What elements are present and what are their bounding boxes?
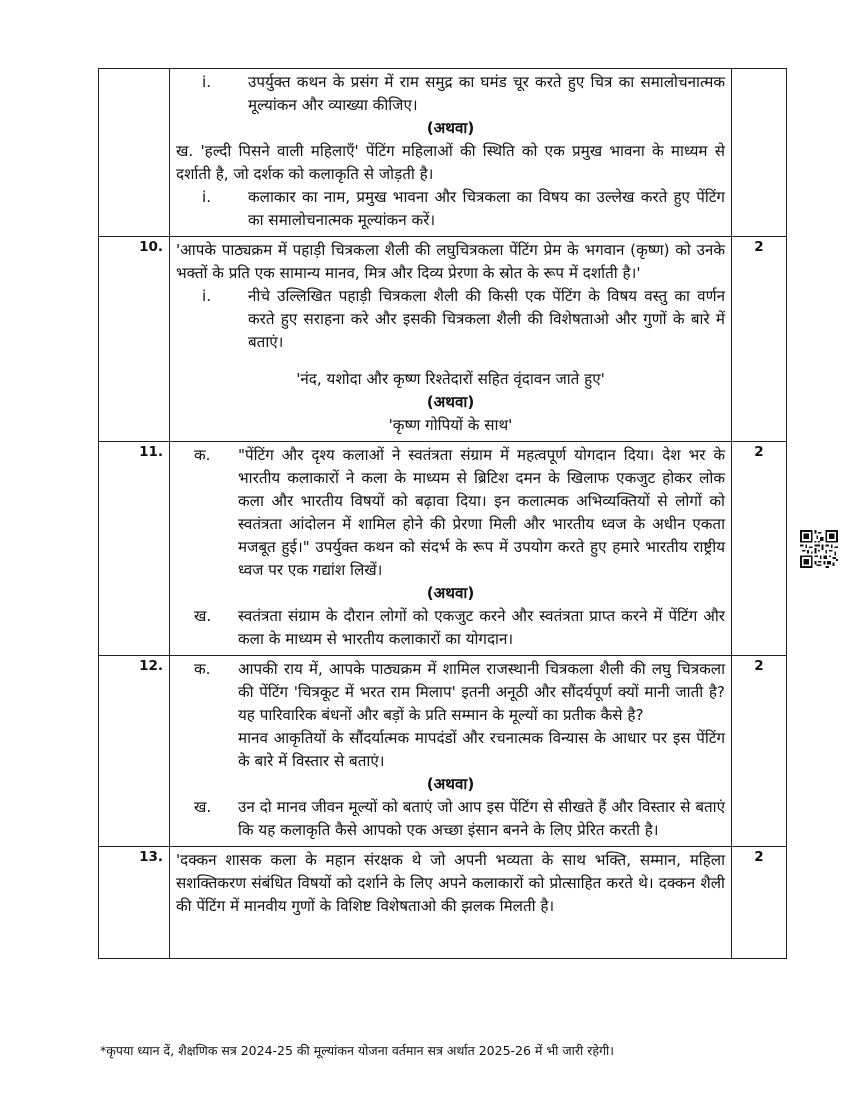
sub-question — [176, 796, 725, 842]
question-number: 11. — [99, 442, 170, 656]
sub-question — [176, 658, 725, 773]
or-separator: (अथवा) — [426, 119, 475, 137]
sub-question — [176, 444, 725, 582]
sub-question-label: i. — [202, 188, 212, 206]
sub-question-label: i. — [202, 287, 212, 305]
marks-value: 2 — [732, 847, 787, 959]
or-separator: (अथवा) — [426, 393, 475, 411]
sub-question-text: "पेंटिंग और दृश्य कलाओं ने स्वतंत्रता संग्राम में महत्वपूर्ण योगदान दिया। देश भर के भारतीय कलाकारों ने कला के माध्यम से ब्रिटिश दमन के खिलाफ एकजुट होकर लोक कला और भारतीय विषयों को बढ़ावा दिया। इन कलात्मक अभिव्यक्तियों से लोगों को स्वतंत्रता आंदोलन में शामिल होने की प्रेरणा मिली और भारतीय ध्वज के अधीन एकता मजबूत हुई।" उपर्युक्त कथन को संदर्भ के रूप में उपयोग करते हुए हमारे भारतीय राष्ट्रीय ध्वज पर एक गद्यांश लिखें। — [238, 446, 725, 579]
qr-code — [800, 530, 838, 568]
sub-question — [176, 186, 725, 232]
question-body-cell — [170, 847, 732, 959]
sub-question-text: स्वतंत्रता संग्राम के दौरान लोगों को एकजुट करने और स्वतंत्रता प्राप्त करने में पेंटिंग और कला के माध्यम से भारतीय कलाकारों का योगदान। — [238, 607, 725, 648]
marks-cell — [732, 69, 787, 237]
sub-question-label: क. — [194, 660, 211, 678]
painting-title: 'नंद, यशोदा और कृष्ण रिश्तेदारों सहित वृंदावन जाते हुए' — [296, 370, 605, 388]
table-row — [99, 237, 787, 442]
table-row — [99, 442, 787, 656]
marks-value: 2 — [732, 442, 787, 656]
sub-question-label: i. — [202, 73, 212, 91]
sub-question-text: उपर्युक्त कथन के प्रसंग में राम समुद्र का घमंड चूर करते हुए चित्र का समालोचनात्मक मूल्यांकन और व्याख्या कीजिए। — [248, 73, 725, 114]
question-body-cell — [170, 656, 732, 847]
question-option-text: ख. 'हल्दी पिसने वाली महिलाएँ' पेंटिंग महिलाओं की स्थिति को एक प्रमुख भावना के माध्यम से दर्शाती है, जो दर्शक को कलाकृति से जोड़ती है। — [176, 142, 725, 183]
question-body-cell — [170, 69, 732, 237]
question-number: 13. — [99, 847, 170, 959]
question-body-cell — [170, 237, 732, 442]
sub-question-label: क. — [194, 446, 211, 464]
question-statement: 'आपके पाठ्यक्रम में पहाड़ी चित्रकला शैली की लघुचित्रकला पेंटिंग प्रेम के भगवान (कृष्ण) को उनके भक्तों के प्रति एक सामान्य मानव, मित्र और दिव्य प्रेरणा के स्रोत के रूप में दर्शाती है।' — [176, 241, 725, 282]
sub-question — [176, 605, 725, 651]
table-row — [99, 656, 787, 847]
sub-question-text: नीचे उल्लिखित पहाड़ी चित्रकला शैली की किसी एक पेंटिंग के विषय वस्तु का वर्णन करते हुए सराहना करे और इसकी चित्रकला शैली की विशेषताओ और गुणों के बारे में बताएं। — [248, 287, 725, 351]
sub-question-label: ख. — [194, 607, 212, 625]
table-row — [99, 847, 787, 959]
question-number: 10. — [99, 237, 170, 442]
footnote: *कृपया ध्यान दें, शैक्षणिक सत्र 2024-25 की मूल्यांकन योजना वर्तमान सत्र अर्थात 2025-26 में भी जारी रहेगी। — [100, 1043, 614, 1058]
question-body-cell — [170, 442, 732, 656]
or-separator: (अथवा) — [426, 775, 475, 793]
question-number-cell — [99, 69, 170, 237]
question-table-container — [98, 68, 787, 959]
sub-question-text: उन दो मानव जीवन मूल्यों को बताएं जो आप इस पेंटिंग से सीखते हैं और विस्तार से बताएं कि यह कलाकृति कैसे आपको एक अच्छा इंसान बनने के लिए प्रेरित करती है। — [238, 798, 725, 839]
sub-question-text: आपकी राय में, आपके पाठ्यक्रम में शामिल राजस्थानी चित्रकला शैली की लघु चित्रकला की पेंटिंग 'चित्रकूट में भरत राम मिलाप' इतनी अनूठी और सौंदर्यपूर्ण क्यों मानी जाती है? यह पारिवारिक बंधनों और बड़ों के प्रति सम्मान के मूल्यों का प्रतीक कैसे है? — [238, 660, 725, 724]
question-table — [98, 68, 787, 959]
table-row — [99, 69, 787, 237]
question-number: 12. — [99, 656, 170, 847]
sub-question-text: कलाकार का नाम, प्रमुख भावना और चित्रकला का विषय का उल्लेख करते हुए पेंटिंग का समालोचनात्मक मूल्यांकन करें। — [248, 188, 725, 229]
marks-value: 2 — [732, 237, 787, 442]
or-separator: (अथवा) — [426, 584, 475, 602]
painting-title: 'कृष्ण गोपियों के साथ' — [388, 416, 513, 434]
sub-question — [176, 71, 725, 117]
question-statement: 'दक्कन शासक कला के महान संरक्षक थे जो अपनी भव्यता के साथ भक्ति, सम्मान, महिला सशक्तिकरण संबंधित विषयों को दर्शाने के लिए अपने कलाकारों को प्रोत्साहित करते थे। दक्कन शैली की पेंटिंग में मानवीय गुणों के विशिष्ट विशेषताओ की झलक मिलती है। — [176, 851, 725, 915]
marks-value: 2 — [732, 656, 787, 847]
sub-question-text: मानव आकृतियों के सौंदर्यात्मक मापदंडों और रचनात्मक विन्यास के आधार पर इस पेंटिंग के बारे में विस्तार से बताएं। — [238, 729, 725, 770]
sub-question-label: ख. — [194, 798, 212, 816]
sub-question — [176, 285, 725, 354]
